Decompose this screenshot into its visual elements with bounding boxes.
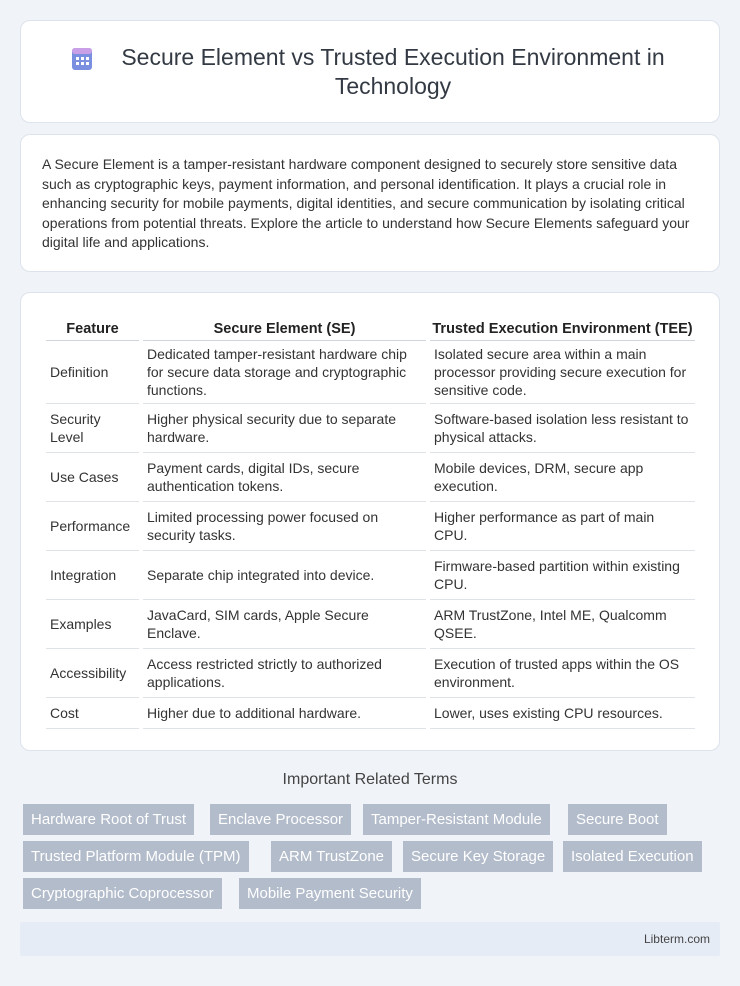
row-se: JavaCard, SIM cards, Apple Secure Enclave. [143, 600, 426, 649]
tag-arm-trustzone[interactable]: ARM TrustZone [271, 841, 392, 872]
table-row [46, 502, 695, 551]
tag-tamper-resistant-module[interactable]: Tamper-Resistant Module [363, 804, 550, 835]
row-se: Higher physical security due to separate hardware. [143, 404, 426, 453]
comparison-table-card [20, 292, 720, 751]
row-se: Access restricted strictly to authorized applications. [143, 649, 426, 698]
table-row [46, 649, 695, 698]
intro-paragraph: A Secure Element is a tamper-resistant hardware component designed to securely store sensitive data such as cryptographic keys, payment information, and personal identification. It plays a crucial role in enhancing security for mobile payments, digital identities, and secure communication by isolating critical operations from potential threats. Explore the article to understand how Secure Elements safeguard your digital life and applications. [42, 156, 690, 250]
page-title: Secure Element vs Trusted Execution Environment in Technology [121, 44, 665, 99]
table-row [46, 698, 695, 729]
tag-trusted-platform-module[interactable]: Trusted Platform Module (TPM) [23, 841, 249, 872]
row-tee: Execution of trusted apps within the OS environment. [430, 649, 695, 698]
column-header-feature: Feature [46, 315, 139, 341]
row-tee: Software-based isolation less resistant to physical attacks. [430, 404, 695, 453]
comparison-table [42, 315, 699, 729]
row-feature: Definition [46, 341, 139, 404]
row-tee: Higher performance as part of main CPU. [430, 502, 695, 551]
row-tee: ARM TrustZone, Intel ME, Qualcomm QSEE. [430, 600, 695, 649]
column-header-se: Secure Element (SE) [143, 315, 426, 341]
row-feature: Cost [46, 698, 139, 729]
tag-cryptographic-coprocessor[interactable]: Cryptographic Coprocessor [23, 878, 222, 909]
table-row [46, 453, 695, 502]
table-row [46, 404, 695, 453]
table-row [46, 551, 695, 600]
footer [20, 922, 720, 956]
tag-secure-boot[interactable]: Secure Boot [568, 804, 667, 835]
row-feature: Integration [46, 551, 139, 600]
column-header-tee: Trusted Execution Environment (TEE) [430, 315, 695, 341]
row-se: Payment cards, digital IDs, secure authentication tokens. [143, 453, 426, 502]
row-se: Dedicated tamper-resistant hardware chip for secure data storage and cryptographic functions. [143, 341, 426, 404]
row-tee: Firmware-based partition within existing CPU. [430, 551, 695, 600]
row-se: Higher due to additional hardware. [143, 698, 426, 729]
row-tee: Isolated secure area within a main processor providing secure execution for sensitive code. [430, 341, 695, 404]
tag-hardware-root-of-trust[interactable]: Hardware Root of Trust [23, 804, 194, 835]
title-card [20, 20, 720, 123]
table-row [46, 600, 695, 649]
table-header-row [46, 315, 695, 341]
footer-source[interactable]: Libterm.com [643, 932, 710, 946]
row-feature: Security Level [46, 404, 139, 453]
tag-mobile-payment-security[interactable]: Mobile Payment Security [239, 878, 421, 909]
row-feature: Examples [46, 600, 139, 649]
row-tee: Lower, uses existing CPU resources. [430, 698, 695, 729]
row-se: Separate chip integrated into device. [143, 551, 426, 600]
row-feature: Accessibility [46, 649, 139, 698]
table-row [46, 341, 695, 404]
intro-card [20, 134, 720, 272]
tag-secure-key-storage[interactable]: Secure Key Storage [403, 841, 553, 872]
row-se: Limited processing power focused on security tasks. [143, 502, 426, 551]
row-tee: Mobile devices, DRM, secure app execution. [430, 453, 695, 502]
tag-isolated-execution[interactable]: Isolated Execution [563, 841, 702, 872]
row-feature: Performance [46, 502, 139, 551]
row-feature: Use Cases [46, 453, 139, 502]
related-terms-heading: Important Related Terms [282, 771, 458, 788]
tag-enclave-processor[interactable]: Enclave Processor [210, 804, 351, 835]
